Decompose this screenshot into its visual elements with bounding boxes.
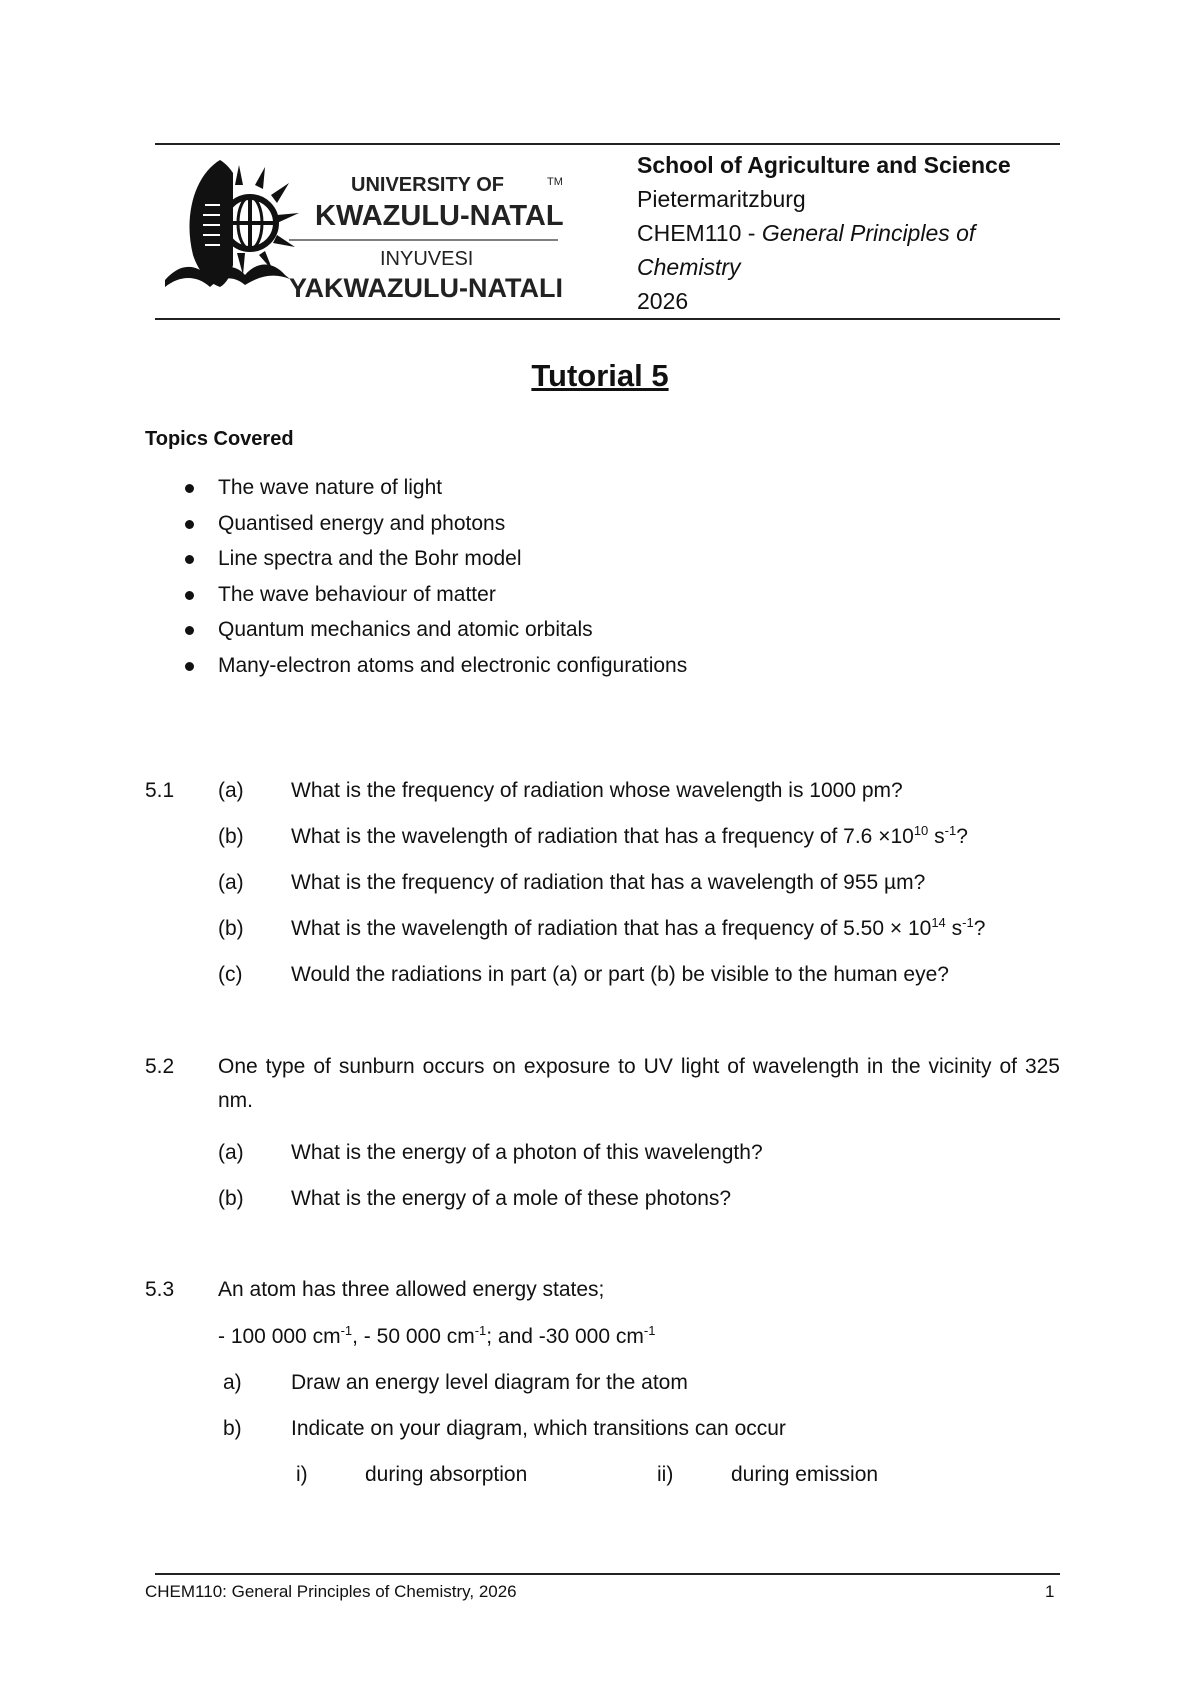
list-item: Quantised energy and photons	[185, 506, 687, 542]
question-number: 5.2	[145, 1055, 175, 1078]
course-name: General Principles of Chemistry	[637, 220, 976, 280]
question-text: An atom has three allowed energy states;	[218, 1278, 605, 1301]
part-text: What is the wavelength of radiation that has a frequency of $5.50 \times 10^{14}$ $s^{-1}$?	[291, 915, 986, 940]
part-text: Draw an energy level diagram for the atom	[291, 1371, 688, 1394]
page-title: Tutorial 5	[531, 358, 669, 393]
question-number: 5.1	[145, 779, 175, 802]
bullet-icon	[185, 520, 194, 529]
energy-states: - 100 000 $cm^{-1}$, - 50 000 $cm^{-1}$; and -30 000 $cm^{-1}$	[218, 1323, 656, 1348]
sub-part-label: ii)	[657, 1463, 674, 1486]
part-label: (b)	[218, 1187, 244, 1210]
page-number: 1	[1045, 1582, 1055, 1601]
list-item: Quantum mechanics and atomic orbitals	[185, 612, 687, 648]
part-label: (c)	[218, 963, 243, 986]
bullet-icon	[185, 555, 194, 564]
bullet-icon	[185, 662, 194, 671]
part-label: a)	[223, 1371, 242, 1394]
logo-text-university-of: UNIVERSITY OF	[351, 174, 504, 196]
bullet-icon	[185, 591, 194, 600]
logo-text-yakwazulu-natali: YAKWAZULU-NATALI	[289, 273, 563, 303]
header-year: 2026	[637, 288, 689, 314]
part-text: Would the radiations in part (a) or part (b) be visible to the human eye?	[291, 963, 949, 986]
topics-list	[185, 470, 687, 683]
list-item: The wave behaviour of matter	[185, 577, 687, 613]
list-item: The wave nature of light	[185, 470, 687, 506]
logo-text-tm: TM	[547, 176, 563, 188]
part-text: Indicate on your diagram, which transitions can occur	[291, 1417, 786, 1440]
part-label: (b)	[218, 825, 244, 848]
part-label: (a)	[218, 1141, 244, 1164]
list-item: Many-electron atoms and electronic configurations	[185, 648, 687, 684]
part-label: (b)	[218, 917, 244, 940]
logo-text-inyuvesi: INYUVESI	[380, 248, 474, 270]
part-label: (a)	[218, 779, 244, 802]
bullet-icon	[185, 626, 194, 635]
question-number: 5.3	[145, 1278, 175, 1301]
sub-part-text: during absorption	[365, 1463, 528, 1486]
bullet-icon	[185, 484, 194, 493]
part-text: What is the frequency of radiation that has a wavelength of 955 µm?	[291, 871, 926, 894]
course-code: CHEM110 -	[637, 220, 762, 246]
footer-text: CHEM110: General Principles of Chemistry, 2026	[145, 1582, 517, 1601]
sub-part-label: i)	[296, 1463, 308, 1486]
course-title	[637, 216, 1067, 284]
header-info	[637, 148, 1067, 318]
header-top-rule	[155, 143, 1060, 145]
question-text: One type of sunburn occurs on exposure to UV light of wavelength in the vicinity of 325 nm.	[218, 1055, 1060, 1112]
part-text: What is the energy of a photon of this wavelength?	[291, 1141, 763, 1164]
campus-name: Pietermaritzburg	[637, 186, 806, 212]
topics-heading: Topics Covered	[145, 428, 294, 450]
part-text: What is the wavelength of radiation that has a frequency of $7.6 \times 10^{10}$ $s^{-1}$?	[291, 823, 968, 848]
part-label: (a)	[218, 871, 244, 894]
logo-text-kwazulu-natal: KWAZULU-NATAL	[315, 200, 564, 232]
school-name: School of Agriculture and Science	[637, 152, 1011, 178]
university-logo	[165, 155, 615, 305]
part-text: What is the energy of a mole of these photons?	[291, 1187, 732, 1210]
list-item: Line spectra and the Bohr model	[185, 541, 687, 577]
part-text: What is the frequency of radiation whose wavelength is 1000 pm?	[291, 779, 903, 802]
footer-rule	[155, 1573, 1060, 1575]
header-bottom-rule	[155, 318, 1060, 320]
part-label: b)	[223, 1417, 242, 1440]
sub-part-text: during emission	[731, 1463, 879, 1486]
